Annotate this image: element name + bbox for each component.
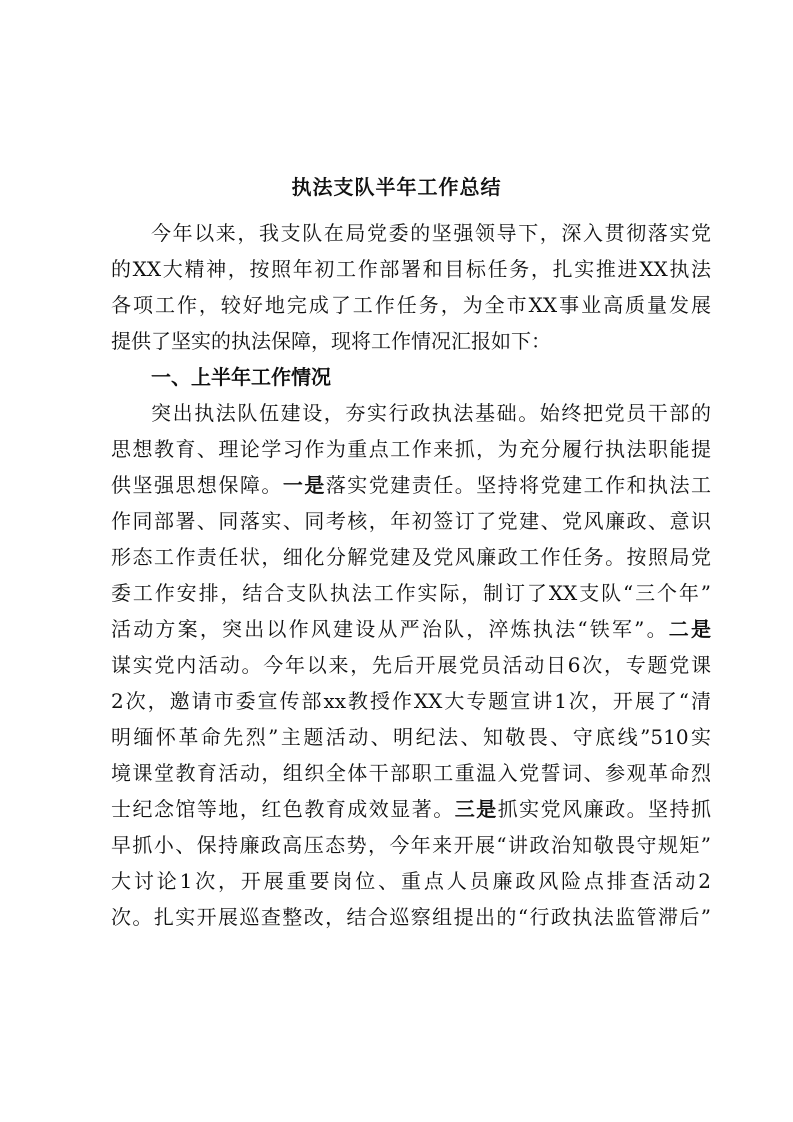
emphasis-marker: 二是: [668, 617, 712, 641]
body-line: 早抓小、保持廉政高压态势，今年来开展“讲政治知敬畏守规矩”: [111, 833, 711, 857]
body-line: 形态工作责任状，细化分解党建及党风廉政工作任务。按照局党: [111, 545, 711, 569]
body-line: 明缅怀革命先烈”主题活动、明纪法、知敬畏、守底线”510实: [111, 725, 711, 749]
body-text: 供坚强思想保障。: [111, 473, 283, 497]
emphasis-marker: 三是: [454, 797, 498, 821]
body-text: 活动方案，突出以作风建设从严治队，淬炼执法“铁军”。: [111, 617, 669, 641]
intro-line: 今年以来，我支队在局党委的坚强领导下，深入贯彻落实党: [151, 221, 711, 245]
body-line: 境课堂教育活动，组织全体干部职工重温入党誓词、参观革命烈: [111, 761, 711, 785]
body-line: 大讨论1次，开展重要岗位、重点人员廉政风险点排查活动2: [111, 869, 711, 893]
body-line: [111, 791, 711, 827]
intro-line: 各项工作，较好地完成了工作任务，为全市XX事业高质量发展: [111, 293, 711, 317]
body-line: 2次，邀请市委宣传部xx教授作XX大专题宣讲1次，开展了“清: [111, 689, 711, 713]
body-line: [111, 467, 711, 503]
body-text: 落实党建责任。坚持将党建工作和执法工: [325, 473, 712, 497]
body-text: 抓实党风廉政。坚持抓: [497, 797, 712, 821]
body-line: 次。扎实开展巡查整改，结合巡察组提出的“行政执法监管滞后”: [111, 905, 711, 929]
body-text: 士纪念馆等地，红色教育成效显著。: [111, 797, 455, 821]
body-line: 突出执法队伍建设，夯实行政执法基础。始终把党员干部的: [151, 401, 711, 425]
body-line: 作同部署、同落实、同考核，年初签订了党建、党风廉政、意识: [111, 509, 711, 533]
section-heading: 一、上半年工作情况: [151, 365, 331, 389]
emphasis-marker: 一是: [282, 473, 326, 497]
body-line: [111, 611, 711, 647]
intro-line: 的XX大精神，按照年初工作部署和目标任务，扎实推进XX执法: [111, 257, 711, 281]
intro-line: 提供了坚实的执法保障，现将工作情况汇报如下：: [111, 329, 551, 353]
document-title: 执法支队半年工作总结: [291, 175, 502, 199]
body-line: 思想教育、理论学习作为重点工作来抓，为充分履行执法职能提: [111, 437, 711, 461]
body-line: 委工作安排，结合支队执法工作实际，制订了XX支队“三个年”: [111, 581, 711, 605]
body-line: 谋实党内活动。今年以来，先后开展党员活动日6次，专题党课: [111, 653, 711, 677]
